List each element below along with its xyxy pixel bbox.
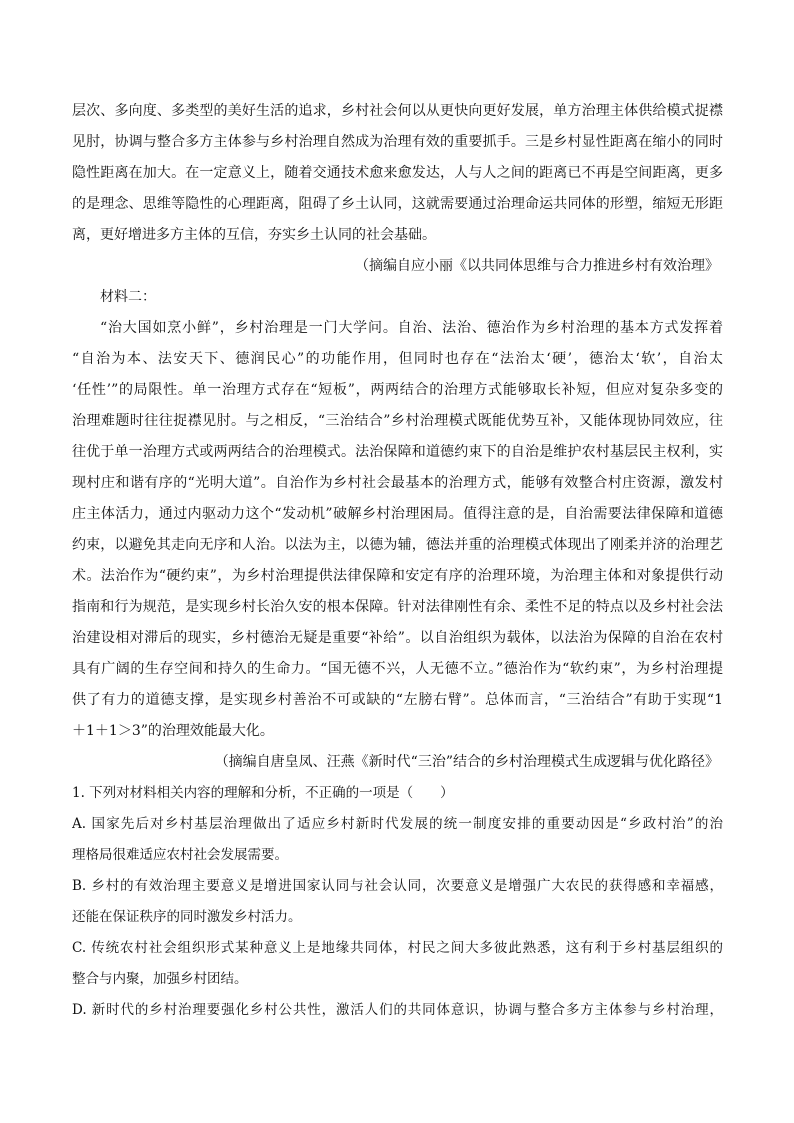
paragraph-line: 见肘，协调与整合多方主体参与乡村治理自然成为治理有效的重要抓手。三是乡村显性距离在缩小的同时 [72,134,723,150]
paragraph-line: “自治为本、法安天下、德润民心”的功能作用，但同时也存在“法治太‘硬’，德治太‘软’，自治太 [72,351,723,367]
paragraph-line: “治大国如烹小鲜”，乡村治理是一门大学问。自治、法治、德治作为乡村治理的基本方式发挥着 [100,320,723,336]
paragraph-line: ＋1＋1＞3”的治理效能最大化。 [72,723,274,739]
option-c-line: 整合与内聚，加强乡村团结。 [72,971,248,987]
option-a-line: A. 国家先后对乡村基层治理做出了适应乡村新时代发展的统一制度安排的重要动因是“乡政村治”的治 [72,816,723,832]
question-stem: 1. 下列对材料相关内容的理解和分析，不正确的一项是（ ） [72,785,454,801]
paragraph-line: 供了有力的道德支撑，是实现乡村善治不可或缺的“左膀右臂”。总体而言，“三治结合”有助于实现“1 [72,692,723,708]
paragraph-line: 现村庄和谐有序的“光明大道”。自治作为乡村社会最基本的治理方式，能够有效整合村庄资源，激发村 [72,475,723,491]
paragraph-line: 的是理念、思维等隐性的心理距离，阻碍了乡土认同，这就需要通过治理命运共同体的形塑，缩短无形距 [72,196,723,212]
paragraph-line: 具有广阔的生存空间和持久的生命力。“国无德不兴，人无德不立。”德治作为“软约束”，为乡村治理提 [72,661,723,677]
paragraph-line: ‘任性’”的局限性。单一治理方式存在“短板”，两两结合的治理方式能够取长补短，但应对复杂多变的 [72,382,723,398]
option-d-line: D. 新时代的乡村治理要强化乡村公共性，激活人们的共同体意识，协调与整合多方主体参与乡村治理， [72,1002,723,1018]
paragraph-line: 指南和行为规范，是实现乡村长治久安的根本保障。针对法律刚性有余、柔性不足的特点以及乡村社会法 [72,599,723,615]
option-a-line: 理格局很难适应农村社会发展需要。 [72,847,288,863]
material-two-body [72,313,723,747]
paragraph-line: 离，更好增进多方主体的互信，夯实乡土认同的社会基础。 [72,227,436,243]
citation-one: （摘编自应小丽《以共同体思维与合力推进乡村有效治理》 [355,258,719,274]
paragraph-line: 治建设相对滞后的现实，乡村德治无疑是重要“补给”。以自治组织为载体，以法治为保障的自治在农村 [72,630,723,646]
material-one-tail [72,96,723,251]
paragraph-line: 约束，以避免其走向无序和人治。以法为主，以德为辅，德法并重的治理模式体现出了刚柔并济的治理艺 [72,537,723,553]
document-page [72,96,723,1026]
material-two-heading: 材料二： [100,289,156,305]
paragraph-line: 层次、多向度、多类型的美好生活的追求，乡村社会何以从更快向更好发展，单方治理主体供给模式捉襟 [72,103,723,119]
paragraph-line: 庄主体活力，通过内驱动力这个“发动机”破解乡村治理困局。值得注意的是，自治需要法律保障和道德 [72,506,723,522]
option-b-line: 还能在保证秩序的同时激发乡村活力。 [72,909,302,925]
paragraph-line: 术。法治作为“硬约束”，为乡村治理提供法律保障和安定有序的治理环境，为治理主体和对象提供行动 [72,568,723,584]
option-c-line: C. 传统农村社会组织形式某种意义上是地缘共同体，村民之间大多彼此熟悉，这有利于乡村基层组织的 [72,940,723,956]
question-options [72,809,723,1026]
citation-two: （摘编自唐皇凤、汪燕《新时代“三治”结合的乡村治理模式生成逻辑与优化路径》 [214,754,719,770]
option-b-line: B. 乡村的有效治理主要意义是增进国家认同与社会认同，次要意义是增强广大农民的获得感和幸福感， [72,878,723,894]
paragraph-line: 隐性距离在加大。在一定意义上，随着交通技术愈来愈发达，人与人之间的距离已不再是空间距离，更多 [72,165,723,181]
paragraph-line: 治理难题时往往捉襟见肘。与之相反，“三治结合”乡村治理模式既能优势互补，又能体现协同效应，往 [72,413,723,429]
paragraph-line: 往优于单一治理方式或两两结合的治理模式。法治保障和道德约束下的自治是维护农村基层民主权利，实 [72,444,723,460]
